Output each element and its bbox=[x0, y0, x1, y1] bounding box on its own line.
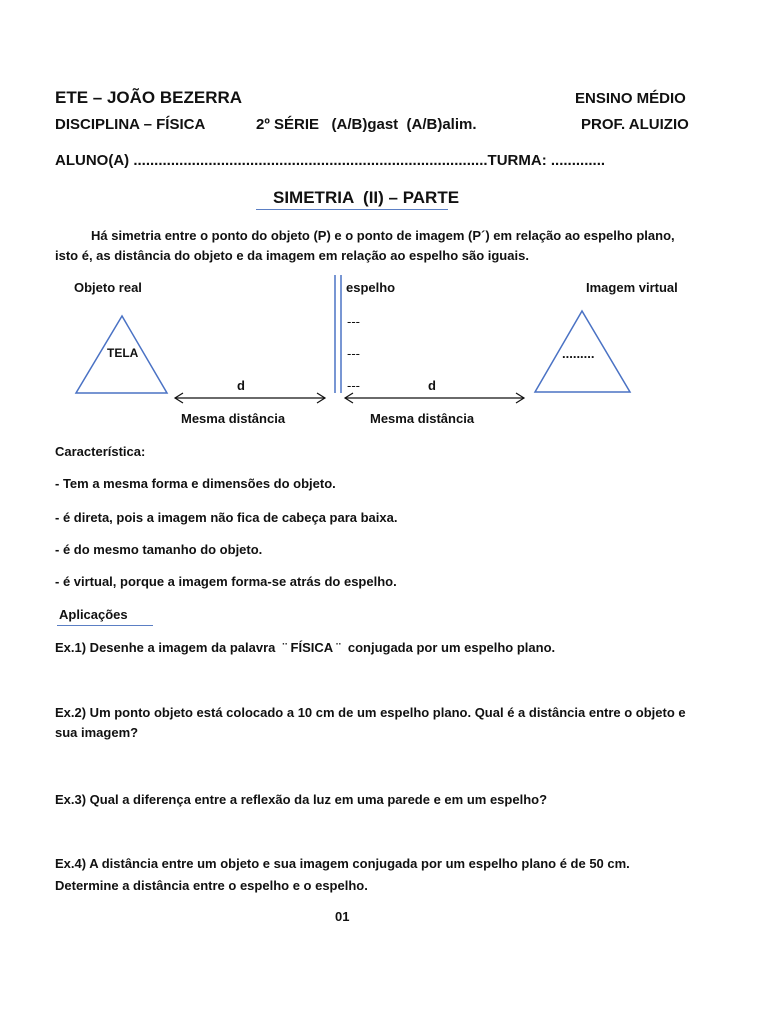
characteristics-heading: Característica: bbox=[55, 444, 146, 459]
applications-underline bbox=[57, 625, 153, 626]
discipline: DISCIPLINA – FÍSICA bbox=[55, 116, 206, 133]
intro-line-1: Há simetria entre o ponto do objeto (P) e o ponto de imagem (P´) em relação ao espelho plano, bbox=[91, 228, 675, 243]
series: 2º SÉRIE (A/B)gast (A/B)alim. bbox=[256, 116, 477, 133]
applications-heading: Aplicações bbox=[59, 607, 128, 622]
school-name: ETE – JOÃO BEZERRA bbox=[55, 88, 243, 107]
characteristic-item: - é virtual, porque a imagem forma-se atrás do espelho. bbox=[55, 574, 397, 589]
image-label: Imagem virtual bbox=[586, 280, 678, 295]
exercise-1: Ex.1) Desenhe a imagem da palavra ¨ FÍSICA ¨ conjugada por um espelho plano. bbox=[55, 640, 556, 655]
characteristic-item: - é direta, pois a imagem não fica de cabeça para baixa. bbox=[55, 510, 398, 525]
characteristic-item: - é do mesmo tamanho do objeto. bbox=[55, 542, 263, 557]
distance-label-right: d bbox=[428, 378, 436, 393]
page-number: 01 bbox=[335, 909, 350, 924]
distance-label-left: d bbox=[237, 378, 245, 393]
intro-line-2: isto é, as distância do objeto e da imagem em relação ao espelho são iguais. bbox=[55, 248, 529, 263]
image-text: ......... bbox=[562, 346, 595, 361]
mirror-dash-3: --- bbox=[347, 378, 360, 393]
mirror-dash-2: --- bbox=[347, 346, 360, 361]
student-line: ALUNO(A) .....................................................................................TURMA: ............. bbox=[55, 152, 606, 169]
same-distance-left: Mesma distância bbox=[181, 411, 286, 426]
same-distance-right: Mesma distância bbox=[370, 411, 475, 426]
characteristic-item: - Tem a mesma forma e dimensões do objeto. bbox=[55, 476, 336, 491]
mirror-dash-1: --- bbox=[347, 314, 360, 329]
exercise-4-line-1: Ex.4) A distância entre um objeto e sua imagem conjugada por um espelho plano é de 50 cm. bbox=[55, 856, 630, 871]
education-level: ENSINO MÉDIO bbox=[575, 90, 686, 107]
object-text: TELA bbox=[107, 346, 139, 360]
exercise-3: Ex.3) Qual a diferença entre a reflexão da luz em uma parede e em um espelho? bbox=[55, 792, 548, 807]
page-title: SIMETRIA (II) – PARTE bbox=[273, 188, 460, 207]
exercise-2-line-2: sua imagem? bbox=[55, 725, 139, 740]
mirror-label: espelho bbox=[346, 280, 396, 295]
exercise-2-line-1: Ex.2) Um ponto objeto está colocado a 10 cm de um espelho plano. Qual é a distância entre o objeto e bbox=[55, 705, 686, 720]
exercise-4-line-2: Determine a distância entre o espelho e o espelho. bbox=[55, 878, 368, 893]
object-label: Objeto real bbox=[74, 280, 142, 295]
teacher: PROF. ALUIZIO bbox=[581, 116, 689, 133]
